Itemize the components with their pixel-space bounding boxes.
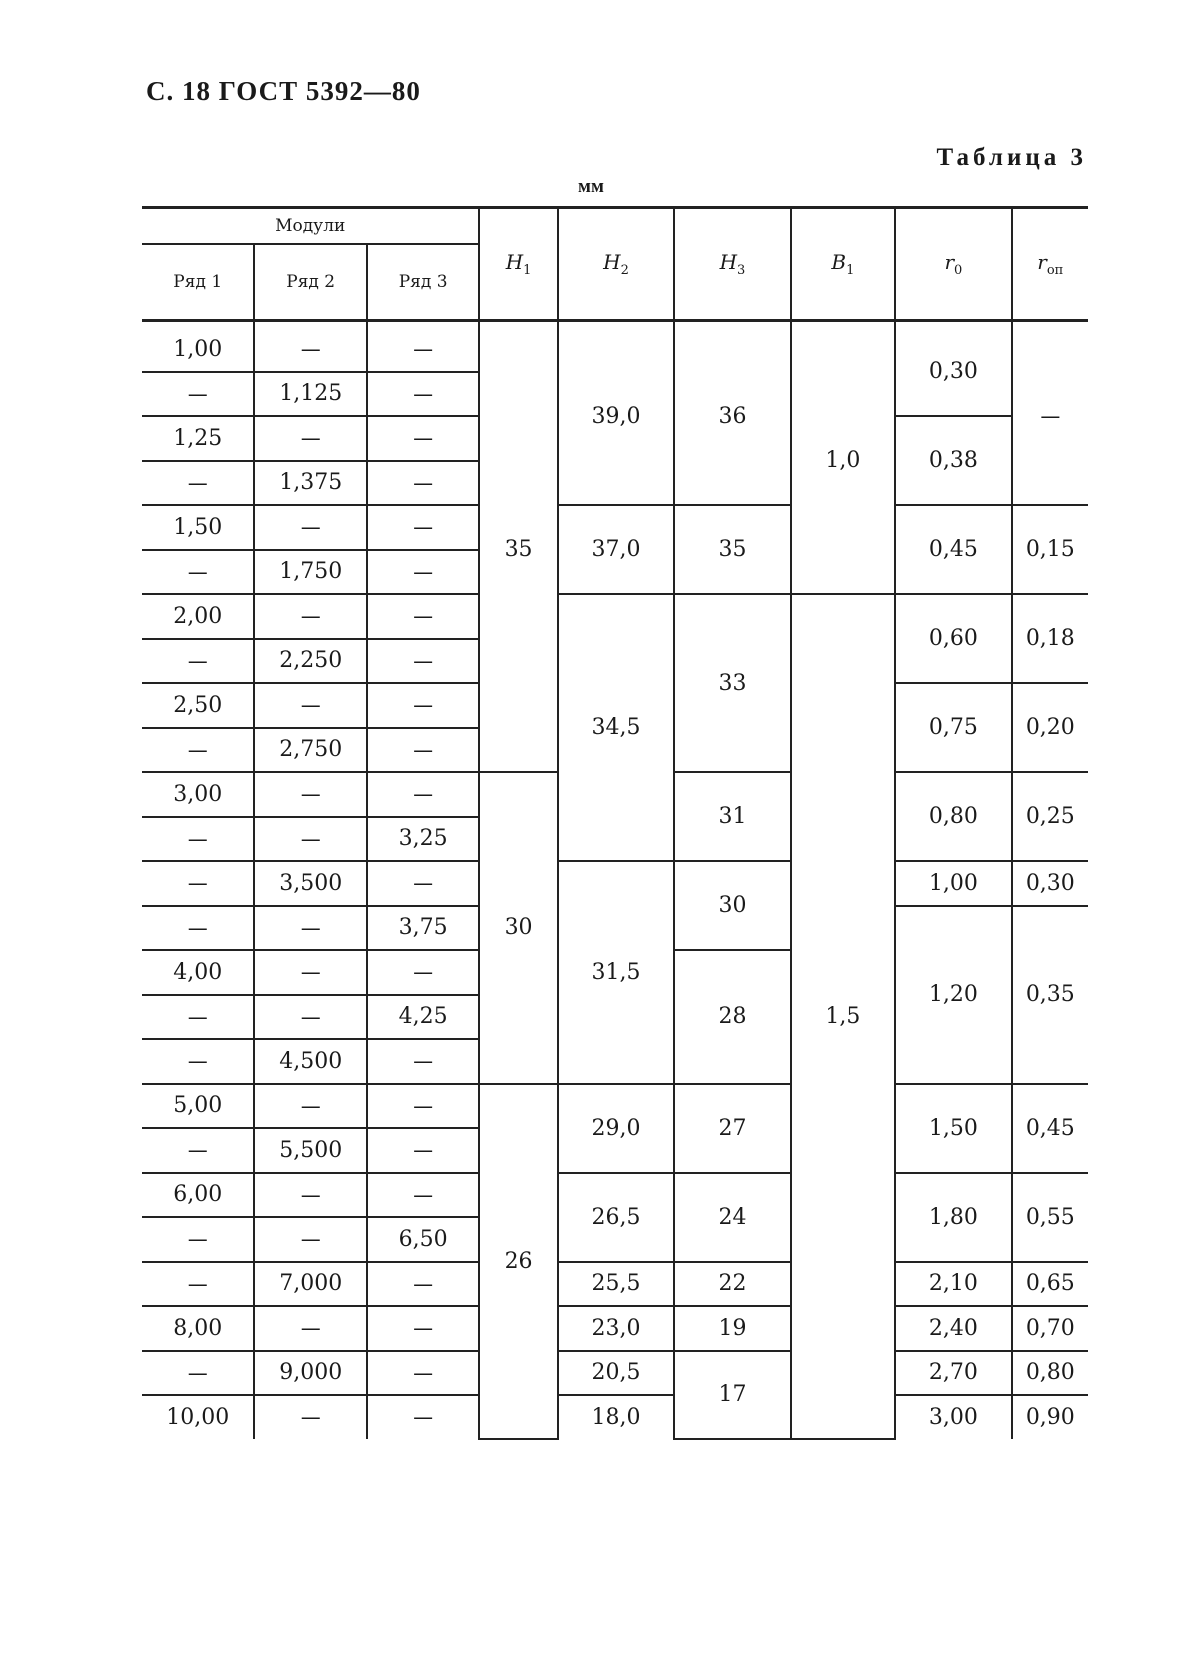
row2-cell: 4,500 xyxy=(254,1039,366,1084)
row2-cell: — xyxy=(254,1084,366,1129)
r0-cell: 0,80 xyxy=(895,772,1011,861)
row1-cell: — xyxy=(142,550,254,595)
row1-cell: — xyxy=(142,861,254,906)
row3-cell: — xyxy=(367,950,479,995)
r0-cell: 1,00 xyxy=(895,861,1011,906)
table-row xyxy=(142,1262,1088,1307)
h3-cell: 19 xyxy=(674,1306,790,1351)
row3-cell: — xyxy=(367,1306,479,1351)
row3-cell: 6,50 xyxy=(367,1217,479,1262)
row3-cell: — xyxy=(367,728,479,773)
r0-cell: 2,40 xyxy=(895,1306,1011,1351)
row1-cell: — xyxy=(142,1039,254,1084)
table-row xyxy=(142,594,1088,639)
row3-cell: — xyxy=(367,594,479,639)
row2-cell: — xyxy=(254,817,366,862)
row3-cell: — xyxy=(367,550,479,595)
row2-cell: 7,000 xyxy=(254,1262,366,1307)
rop-cell: 0,55 xyxy=(1012,1173,1088,1262)
h2-cell: 26,5 xyxy=(558,1173,674,1262)
row3-cell: — xyxy=(367,772,479,817)
table-body xyxy=(142,321,1088,1439)
row2-cell: 1,125 xyxy=(254,372,366,417)
h3-cell: 33 xyxy=(674,594,790,772)
row3-cell: — xyxy=(367,861,479,906)
row1-cell: 4,00 xyxy=(142,950,254,995)
rop-cell: 0,45 xyxy=(1012,1084,1088,1173)
table-row xyxy=(142,1084,1088,1129)
row1-cell: — xyxy=(142,639,254,684)
rop-cell: 0,80 xyxy=(1012,1351,1088,1396)
h2-header: $H_2$ xyxy=(558,208,674,321)
row2-cell: 9,000 xyxy=(254,1351,366,1396)
row3-cell: — xyxy=(367,683,479,728)
row1-cell: — xyxy=(142,1351,254,1396)
row2-cell: — xyxy=(254,995,366,1040)
b1-cell: 1,5 xyxy=(791,594,895,1439)
row3-cell: — xyxy=(367,416,479,461)
row1-cell: — xyxy=(142,906,254,951)
r0-cell: 0,30 xyxy=(895,321,1011,417)
row1-cell: 8,00 xyxy=(142,1306,254,1351)
row3-cell: — xyxy=(367,1173,479,1218)
rop-cell: — xyxy=(1012,321,1088,506)
row3-cell: 3,75 xyxy=(367,906,479,951)
units-label: мм xyxy=(578,176,604,197)
h3-cell: 27 xyxy=(674,1084,790,1173)
row2-cell: — xyxy=(254,950,366,995)
r0-cell: 2,10 xyxy=(895,1262,1011,1307)
rop-cell: 0,30 xyxy=(1012,861,1088,906)
h2-cell: 39,0 xyxy=(558,321,674,506)
table-row xyxy=(142,505,1088,550)
r0-cell: 0,60 xyxy=(895,594,1011,683)
h3-cell: 36 xyxy=(674,321,790,506)
table-row xyxy=(142,321,1088,372)
rop-cell: 0,65 xyxy=(1012,1262,1088,1307)
h3-cell: 24 xyxy=(674,1173,790,1262)
row1-cell: 3,00 xyxy=(142,772,254,817)
row3-cell: — xyxy=(367,1262,479,1307)
row1-cell: 10,00 xyxy=(142,1395,254,1439)
b1-cell: 1,0 xyxy=(791,321,895,595)
row2-cell: 2,750 xyxy=(254,728,366,773)
table-caption: Таблица 3 xyxy=(936,144,1087,171)
page-header: С. 18 ГОСТ 5392—80 xyxy=(146,76,421,106)
row1-cell: — xyxy=(142,1217,254,1262)
rop-cell: 0,20 xyxy=(1012,683,1088,772)
row2-cell: 2,250 xyxy=(254,639,366,684)
row3-cell: 3,25 xyxy=(367,817,479,862)
row2-cell: — xyxy=(254,683,366,728)
h3-cell: 35 xyxy=(674,505,790,594)
h2-cell: 20,5 xyxy=(558,1351,674,1396)
r0-header: $r_0$ xyxy=(895,208,1011,321)
row1-cell: — xyxy=(142,1128,254,1173)
r0-cell: 0,75 xyxy=(895,683,1011,772)
row1-cell: — xyxy=(142,1262,254,1307)
b1-header: $B_1$ xyxy=(791,208,895,321)
row2-cell: — xyxy=(254,906,366,951)
rop-cell: 0,35 xyxy=(1012,906,1088,1084)
rop-cell: 0,18 xyxy=(1012,594,1088,683)
row3-cell: — xyxy=(367,1084,479,1129)
row1-cell: — xyxy=(142,995,254,1040)
h3-cell: 31 xyxy=(674,772,790,861)
row3-cell: — xyxy=(367,321,479,372)
h2-cell: 31,5 xyxy=(558,861,674,1084)
modules-header: Модули xyxy=(142,208,479,245)
h1-cell: 30 xyxy=(479,772,557,1084)
h3-header: $H_3$ xyxy=(674,208,790,321)
row2-cell: — xyxy=(254,321,366,372)
row1-cell: 1,00 xyxy=(142,321,254,372)
h2-cell: 23,0 xyxy=(558,1306,674,1351)
rop-cell: 0,25 xyxy=(1012,772,1088,861)
row2-cell: — xyxy=(254,1173,366,1218)
row3-cell: — xyxy=(367,1351,479,1396)
row2-cell: — xyxy=(254,1306,366,1351)
row3-cell: — xyxy=(367,1395,479,1439)
row3-cell: — xyxy=(367,461,479,506)
table-row xyxy=(142,1306,1088,1351)
h3-cell: 17 xyxy=(674,1351,790,1439)
row1-cell: 2,00 xyxy=(142,594,254,639)
r0-cell: 1,50 xyxy=(895,1084,1011,1173)
row1-cell: — xyxy=(142,372,254,417)
h3-cell: 30 xyxy=(674,861,790,950)
row3-cell: — xyxy=(367,1128,479,1173)
row2-header: Ряд 2 xyxy=(254,244,366,321)
row2-cell: — xyxy=(254,505,366,550)
row1-cell: — xyxy=(142,728,254,773)
rop-header: $r_{оп}$ xyxy=(1012,208,1088,321)
h3-cell: 28 xyxy=(674,950,790,1084)
r0-cell: 1,20 xyxy=(895,906,1011,1084)
row3-cell: — xyxy=(367,505,479,550)
row2-cell: — xyxy=(254,1395,366,1439)
h2-cell: 34,5 xyxy=(558,594,674,861)
row3-cell: — xyxy=(367,372,479,417)
row1-cell: — xyxy=(142,461,254,506)
rop-cell: 0,15 xyxy=(1012,505,1088,594)
table-row xyxy=(142,1351,1088,1396)
row2-cell: — xyxy=(254,1217,366,1262)
r0-cell: 0,45 xyxy=(895,505,1011,594)
row1-cell: 5,00 xyxy=(142,1084,254,1129)
table-row xyxy=(142,1173,1088,1218)
h2-cell: 29,0 xyxy=(558,1084,674,1173)
h3-cell: 22 xyxy=(674,1262,790,1307)
row1-cell: 1,25 xyxy=(142,416,254,461)
row1-header: Ряд 1 xyxy=(142,244,254,321)
row3-cell: — xyxy=(367,1039,479,1084)
r0-cell: 2,70 xyxy=(895,1351,1011,1396)
rop-cell: 0,90 xyxy=(1012,1395,1088,1439)
row3-cell: — xyxy=(367,639,479,684)
row2-cell: — xyxy=(254,416,366,461)
dimensions-table xyxy=(142,206,1088,1440)
row3-cell: 4,25 xyxy=(367,995,479,1040)
h1-cell: 35 xyxy=(479,321,557,773)
table-row xyxy=(142,1395,1088,1439)
row2-cell: 1,375 xyxy=(254,461,366,506)
table-row xyxy=(142,861,1088,906)
row1-cell: 6,00 xyxy=(142,1173,254,1218)
r0-cell: 1,80 xyxy=(895,1173,1011,1262)
row3-header: Ряд 3 xyxy=(367,244,479,321)
h2-cell: 37,0 xyxy=(558,505,674,594)
h1-cell: 26 xyxy=(479,1084,557,1439)
r0-cell: 3,00 xyxy=(895,1395,1011,1439)
row2-cell: 5,500 xyxy=(254,1128,366,1173)
row2-cell: 1,750 xyxy=(254,550,366,595)
row2-cell: — xyxy=(254,772,366,817)
h2-cell: 18,0 xyxy=(558,1395,674,1439)
row1-cell: 1,50 xyxy=(142,505,254,550)
h2-cell: 25,5 xyxy=(558,1262,674,1307)
r0-cell: 0,38 xyxy=(895,416,1011,505)
row2-cell: — xyxy=(254,594,366,639)
rop-cell: 0,70 xyxy=(1012,1306,1088,1351)
row1-cell: 2,50 xyxy=(142,683,254,728)
row2-cell: 3,500 xyxy=(254,861,366,906)
row1-cell: — xyxy=(142,817,254,862)
h1-header: $H_1$ xyxy=(479,208,557,321)
